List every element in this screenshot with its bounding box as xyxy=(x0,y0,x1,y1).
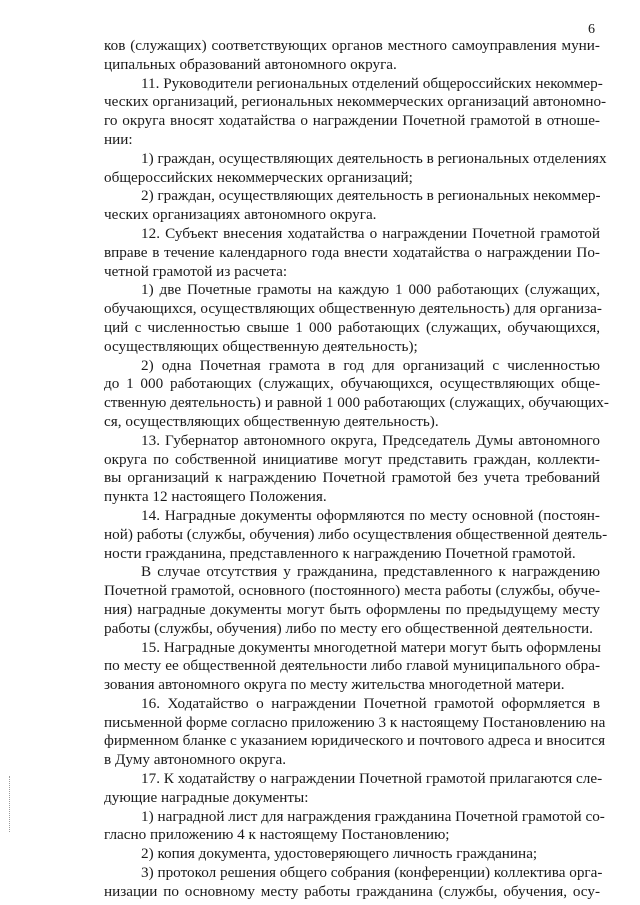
text-line: ной) работы (службы, обучения) либо осуществления общественной деятель- xyxy=(104,525,608,543)
text-line: 12. Субъект внесения ходатайства о награждении Почетной грамотой xyxy=(141,224,600,242)
text-line: работы (службы, обучения) либо по месту его общественной деятельности. xyxy=(104,619,593,637)
text-line: ственную деятельность) и равной 1 000 работающих (служащих, обучающих- xyxy=(104,394,609,412)
text-line: 16. Ходатайство о награждении Почетной грамотой оформляется в xyxy=(141,694,600,712)
page-number: 6 xyxy=(588,22,595,37)
text-line: В случае отсутствия у гражданина, представленного к награждению xyxy=(141,563,600,581)
text-line: общероссийских некоммерческих организаций; xyxy=(104,168,413,186)
text-line: ности гражданина, представленного к награждению Почетной грамотой. xyxy=(104,544,576,562)
text-line: го округа вносят ходатайства о награждении Почетной грамотой в отноше- xyxy=(104,112,600,130)
document-body xyxy=(104,37,609,902)
text-line: письменной форме согласно приложению 3 к настоящему Постановлению на xyxy=(104,713,606,731)
text-line: 17. К ходатайству о награждении Почетной грамотой прилагаются сле- xyxy=(141,770,603,788)
text-line: обучающихся, осуществляющих общественную деятельность) для организа- xyxy=(104,300,602,318)
text-line: ся, осуществляющих общественную деятельность). xyxy=(104,412,439,430)
text-line: 15. Наградные документы многодетной матери могут быть оформлены xyxy=(141,638,601,656)
text-line: вправе в течение календарного года внести ходатайства о награждении По- xyxy=(104,243,600,261)
text-line: 13. Губернатор автономного округа, Председатель Думы автономного xyxy=(141,431,600,449)
text-line: до 1 000 работающих (служащих, обучающихся, осуществляющих обще- xyxy=(104,375,600,393)
text-line: по месту ее общественной деятельности либо главой муниципального обра- xyxy=(104,657,600,675)
text-line: 2) граждан, осуществляющих деятельность в региональных некоммер- xyxy=(141,187,601,205)
text-line: 2) одна Почетная грамота в год для организаций с численностью xyxy=(141,356,600,374)
text-line: ческих организациях автономного округа. xyxy=(104,206,377,224)
text-line: Почетной грамотой, основного (постоянного) места работы (службы, обуче- xyxy=(104,582,600,600)
text-line: 3) протокол решения общего собрания (конференции) коллектива орга- xyxy=(141,864,603,882)
text-line: ков (служащих) соответствующих органов местного самоуправления муни- xyxy=(104,37,600,54)
text-line: пункта 12 настоящего Положения. xyxy=(104,488,327,506)
text-line: 2) копия документа, удостоверяющего личность гражданина; xyxy=(141,845,538,863)
margin-scan-mark xyxy=(9,776,11,832)
text-line: четной грамотой из расчета: xyxy=(104,262,288,280)
text-line: 14. Наградные документы оформляются по месту основной (постоян- xyxy=(141,506,600,524)
text-line: нии: xyxy=(104,130,133,148)
text-line: ческих организаций, региональных некоммерческих организаций автономно- xyxy=(104,93,607,111)
text-line: дующие наградные документы: xyxy=(104,788,309,806)
text-line: в Думу автономного округа. xyxy=(104,751,287,769)
text-line: 1) две Почетные грамоты на каждую 1 000 работающих (служащих, xyxy=(141,281,600,299)
text-line: ния) наградные документы могут быть оформлены по предыдущему месту xyxy=(104,600,600,618)
text-line: зования автономного округа по месту жительства многодетной матери. xyxy=(104,676,565,694)
text-line: ций с численностью свыше 1 000 работающих (служащих, обучающихся, xyxy=(104,318,600,336)
text-line: низации по основному месту работы гражданина (службы, обучения, осу- xyxy=(104,882,600,900)
text-line: гласно приложению 4 к настоящему Постановлению; xyxy=(104,826,450,844)
text-line: 11. Руководители региональных отделений общероссийских некоммер- xyxy=(141,74,603,92)
text-line: осуществляющих общественную деятельность); xyxy=(104,337,418,355)
text-line: 1) граждан, осуществляющих деятельность в региональных отделениях xyxy=(141,149,607,167)
text-line: вы организаций к награждению Почетной грамотой без учета требований xyxy=(104,469,600,487)
text-line: округа по собственной инициативе могут представить граждан, коллекти- xyxy=(104,450,600,468)
text-line: ципальных образований автономного округа. xyxy=(104,55,397,73)
text-line: фирменном бланке с указанием юридического и почтового адреса и вносится xyxy=(104,732,606,750)
text-line: 1) наградной лист для награждения гражданина Почетной грамотой со- xyxy=(141,807,605,825)
